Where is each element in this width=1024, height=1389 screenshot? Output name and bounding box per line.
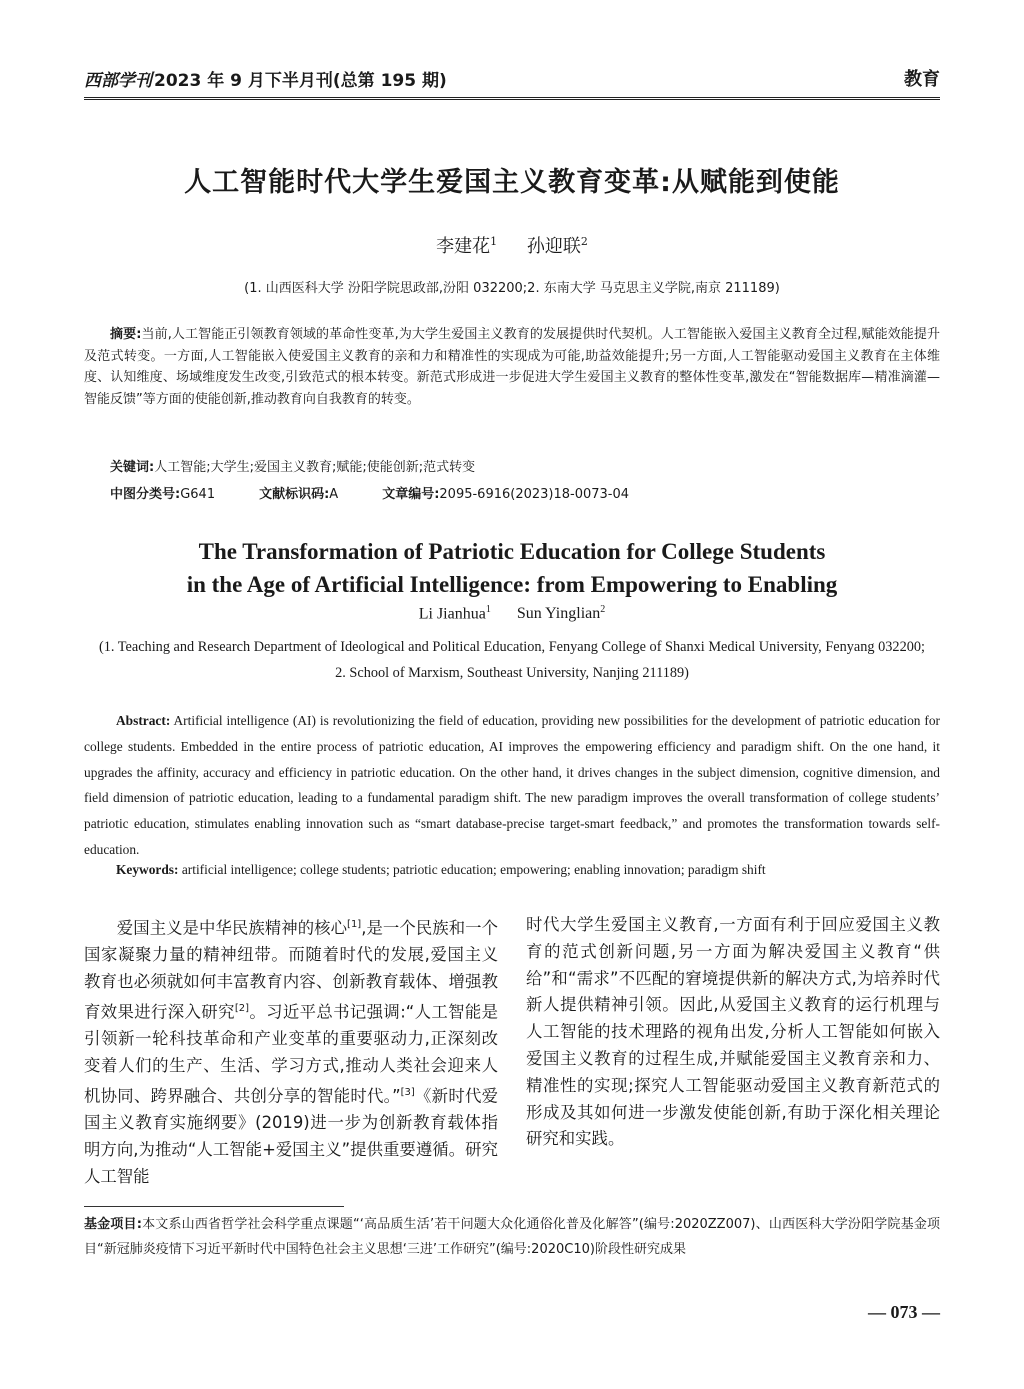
author-name: 李建花 <box>436 236 491 257</box>
document-code: 文献标识码:A <box>259 487 339 502</box>
footnote-text: 本文系山西省哲学社会科学重点课题“‘高品质生活’若干问题大众化通俗化普及化解答”(编号:2020ZZ007)、山西医科大学汾阳学院基金项目“新冠肺炎疫情下习近平新时代中国特色社会主义思想‘三进’工作研究”(编号:2020C10)阶段性研究成果 <box>84 1217 940 1257</box>
abstract-zh-label: 摘要: <box>110 327 142 342</box>
authors-zh <box>84 232 940 258</box>
classification-row <box>110 483 940 502</box>
affiliation-en-line2: 2. School of Marxism, Southeast University, Nanjing 211189) <box>335 665 689 681</box>
abstract-en-text: Artificial intelligence (AI) is revolutionizing the field of education, providing new possibilities for the development of patriotic education for college students. Embedded in the entire process of patriotic education, AI improves the empowering efficiency and paradigm shift. On the one hand, it upgrades the affinity, accuracy and efficiency in patriotic education. On the other hand, it drives changes in the subject dimension, cognitive dimension, and field dimension of patriotic education, leading to a fundamental paradigm shift. The new paradigm improves the overall transformation of college students’ patriotic education, stimulates enabling innovation such as “smart database-precise target-smart feedback,” and promotes the transformation towards self-education. <box>84 713 941 857</box>
journal-issue <box>84 66 447 91</box>
keywords-en-label: Keywords: <box>116 862 179 877</box>
footnote-divider <box>84 1206 344 1207</box>
author-name: 孙迎联 <box>526 236 581 257</box>
author-name-en: Sun Yinglian <box>516 605 601 623</box>
article-number: 文章编号:2095-6916(2023)18-0073-04 <box>382 487 630 502</box>
body-column-right <box>526 912 940 1198</box>
author-affil-mark: 2 <box>600 604 606 615</box>
citation-ref[interactable]: [1] <box>347 919 362 930</box>
clc-number: 中图分类号:G641 <box>110 487 216 502</box>
page-number: — 073 — <box>868 1302 940 1322</box>
authors-en <box>84 604 940 623</box>
section-label: 教育 <box>904 69 940 90</box>
keywords-en-text: artificial intelligence; college students; patriotic education; empowering; enabling innovation; paradigm shift <box>181 862 766 877</box>
abstract-zh-text: 当前,人工智能正引领教育领域的革命性变革,为大学生爱国主义教育的发展提供时代契机。人工智能嵌入爱国主义教育全过程,赋能效能提升及范式转变。一方面,人工智能嵌入使爱国主义教育的亲和力和精准性的实现成为可能,助益效能提升;另一方面,人工智能驱动爱国主义教育在主体维度、认知维度、场域维度发生改变,引致范式的根本转变。新范式形成进一步促进大学生爱国主义教育的整体性变革,激发在“智能数据库—精准滴灌—智能反馈”等方面的使能创新,推动教育向自我教育的转变。 <box>84 327 940 408</box>
footnote-label: 基金项目: <box>84 1217 142 1232</box>
abstract-en <box>84 708 940 863</box>
body-column-left <box>84 912 498 1198</box>
body-paragraph-continued: 时代大学生爱国主义教育,一方面有利于回应爱国主义教育的范式创新问题,另一方面为解决爱国主义教育“供给”和“需求”不匹配的窘境提供新的解决方式,为培养时代新人提供精神引领。因此,从爱国主义教育的运行机理与人工智能的技术理路的视角出发,分析人工智能如何嵌入爱国主义教育的过程生成,并赋能爱国主义教育亲和力、精准性的实现;探究人工智能驱动爱国主义教育新范式的形成及其如何进一步激发使能创新,有助于深化相关理论研究和实践。 <box>526 915 940 1149</box>
citation-ref[interactable]: [2] <box>234 1002 249 1014</box>
author-affil-mark: 1 <box>490 235 498 248</box>
affiliation-en-line1: (1. Teaching and Research Department of Ideological and Political Education, Fenyang College of Shanxi Medical University, Fenyang 032200; <box>98 639 925 655</box>
author-name-en: Li Jianhua <box>418 605 486 623</box>
running-header <box>84 66 940 100</box>
body-columns <box>84 912 940 1198</box>
author-affil-mark: 1 <box>485 604 491 615</box>
keywords-zh-text: 人工智能;大学生;爱国主义教育;赋能;使能创新;范式转变 <box>154 460 476 475</box>
journal-logo: 西部学刊 <box>84 71 152 91</box>
abstract-en-label: Abstract: <box>116 713 171 728</box>
keywords-en <box>116 862 940 878</box>
article-title-zh: 人工智能时代大学生爱国主义教育变革:从赋能到使能 <box>184 167 840 198</box>
citation-ref[interactable]: [3] <box>400 1086 415 1098</box>
article-title-en <box>84 535 940 601</box>
abstract-zh <box>84 324 940 411</box>
funding-footnote <box>84 1213 940 1262</box>
title-en-line2: in the Age of Artificial Intelligence: from Empowering to Enabling <box>186 572 838 597</box>
body-paragraph: 爱国主义是中华民族精神的核心[1],是一个民族和一个国家凝聚力量的精神纽带。而随着时代的发展,爱国主义教育也必须就如何丰富教育内容、创新教育载体、增强教育效果进行深入研究[2]。习近平总书记强调:“人工智能是引领新一轮科技革命和产业变革的重要驱动力,正深刻改变着人们的生产、生活、学习方式,推动人类社会迎来人机协同、跨界融合、共创分享的智能时代。”[3]《新时代爱国主义教育实施纲要》(2019)进一步为创新教育载体指明方向,为推动“人工智能+爱国主义”提供重要遵循。研究人工智能 <box>84 918 499 1186</box>
title-en-line1: The Transformation of Patriotic Education for College Students <box>198 539 826 564</box>
author-affil-mark: 2 <box>580 235 588 248</box>
affiliation-en <box>84 634 940 686</box>
issue-label: 2023 年 9 月下半月刊(总第 195 期) <box>154 71 447 91</box>
keywords-zh-label: 关键词: <box>110 460 155 475</box>
affiliation-zh: (1. 山西医科大学 汾阳学院思政部,汾阳 032200;2. 东南大学 马克思主义学院,南京 211189) <box>244 281 780 296</box>
keywords-zh <box>110 456 940 475</box>
